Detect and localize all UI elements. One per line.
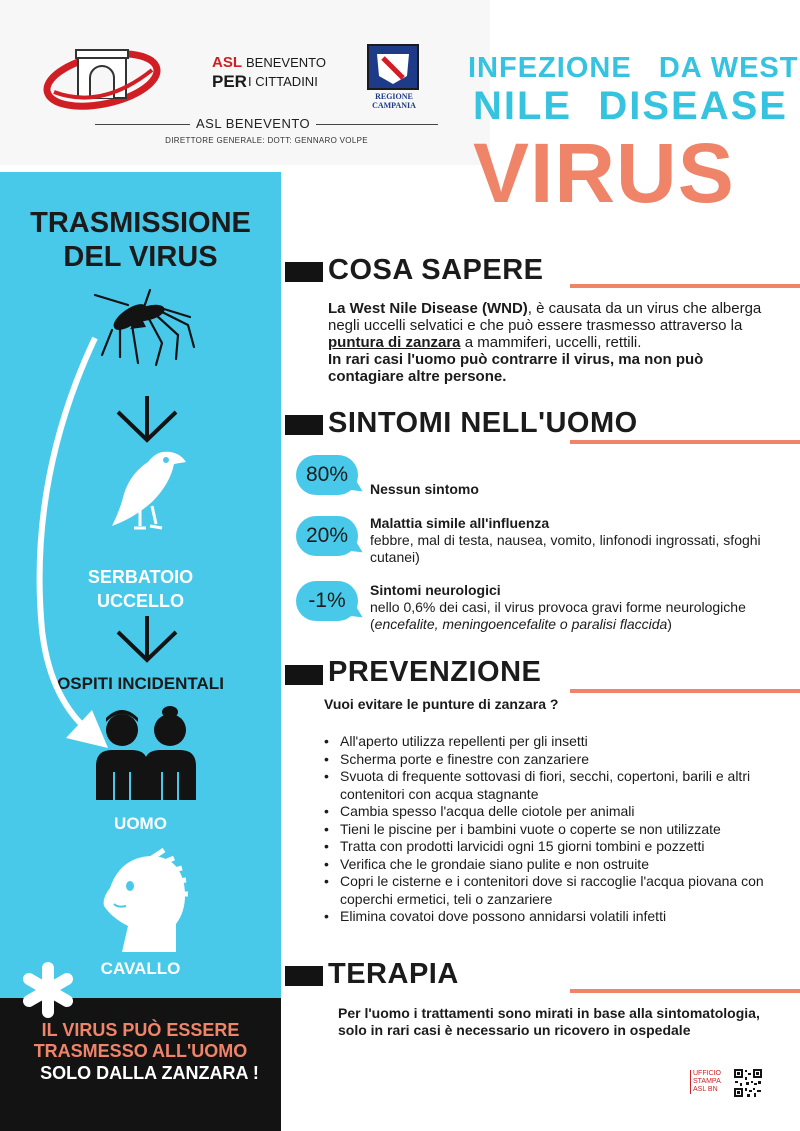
logo-text-benevento: BENEVENTO bbox=[246, 55, 326, 70]
list-item: • Tratta con prodotti larvicidi ogni 15 giorni tombini e pozzetti bbox=[322, 838, 792, 856]
label-incidental-hosts: OSPITI INCIDENTALI bbox=[57, 674, 224, 693]
symptom-title: Nessun sintomo bbox=[370, 481, 479, 497]
campania-shield-icon bbox=[367, 44, 419, 90]
warning-line-1: IL VIRUS PUÒ ESSERE bbox=[41, 1020, 240, 1040]
section-marker bbox=[285, 415, 323, 435]
wnd-definition: La West Nile Disease (WND) bbox=[328, 300, 528, 317]
section-underline bbox=[570, 440, 800, 444]
title-virus: VIRUS bbox=[473, 126, 735, 220]
symptom-description: nello 0,6% dei casi, il virus provoca gravi forme neurologiche (encefalite, meningoencefalite o paralisi flaccida) bbox=[370, 599, 746, 632]
section-marker bbox=[285, 262, 323, 282]
horse-icon bbox=[100, 848, 190, 956]
prevention-question: Vuoi evitare le punture di zanzara ? bbox=[324, 696, 559, 712]
list-item: • Svuota di frequente sottovasi di fiori, secchi, copertoni, barili e altri contenitori con acqua stagnante bbox=[322, 768, 792, 803]
list-item: • All'aperto utilizza repellenti per gli insetti bbox=[322, 733, 792, 751]
logo-text-per: PER bbox=[212, 72, 247, 91]
human-contagion-text: In rari casi l'uomo può contrarre il virus, ma non può contagiare altre persone. bbox=[328, 351, 704, 385]
director-name: DIRETTORE GENERALE: DOTT: GENNARO VOLPE bbox=[165, 136, 368, 145]
title-line-1: INFEZIONE DA WEST bbox=[468, 52, 799, 84]
logo-text-cittadini: I CITTADINI bbox=[248, 74, 318, 89]
press-office-logo: UFFICIO STAMPA ASL BN bbox=[690, 1070, 731, 1094]
symptom-percent-bubble: 20% bbox=[296, 516, 358, 556]
cosa-sapere-text bbox=[328, 300, 778, 385]
asl-arch-logo-icon bbox=[42, 40, 162, 112]
symptom-title: Sintomi neurologici bbox=[370, 582, 501, 598]
prevention-list bbox=[322, 733, 792, 926]
warning-line-3: SOLO DALLA ZANZARA ! bbox=[40, 1063, 259, 1083]
therapy-text: Per l'uomo i trattamenti sono mirati in base alla sintomatologia, solo in rari casi è necessario un ricovero in ospedale bbox=[338, 1005, 760, 1038]
neuro-desc: nello 0,6% dei casi, il virus provoca gravi forme neurologiche bbox=[370, 599, 746, 615]
region-logo-caption: REGIONE CAMPANIA bbox=[372, 92, 416, 110]
label-reservoir-2: UCCELLO bbox=[97, 591, 184, 611]
symptom-description: febbre, mal di testa, nausea, vomito, linfonodi ingrossati, sfoghi cutanei) bbox=[370, 532, 761, 565]
label-horse: CAVALLO bbox=[100, 959, 181, 978]
section-title-cosa-sapere: COSA SAPERE bbox=[328, 254, 544, 286]
section-underline bbox=[570, 284, 800, 288]
section-marker bbox=[285, 665, 323, 685]
asl-benevento-cittadini-logo bbox=[212, 50, 326, 110]
warning-line-2: TRASMESSO ALL'UOMO bbox=[33, 1041, 248, 1061]
warning-text-orange bbox=[0, 1020, 281, 1062]
list-item: • Elimina covatoi dove possono annidarsi volatili infetti bbox=[322, 908, 792, 926]
label-reservoir-1: SERBATOIO bbox=[87, 567, 194, 587]
regione-campania-logo bbox=[355, 42, 433, 108]
asterisk-icon bbox=[20, 962, 76, 1018]
transmission-title-line-2: DEL VIRUS bbox=[63, 241, 218, 273]
section-title-terapia: TERAPIA bbox=[328, 958, 459, 990]
transmission-title-line-1: TRASMISSIONE bbox=[30, 207, 251, 239]
list-item: • Scherma porte e finestre con zanzariere bbox=[322, 751, 792, 769]
mosquito-bite-text: puntura di zanzara bbox=[328, 334, 461, 351]
section-marker bbox=[285, 966, 323, 986]
neuro-forms: encefalite, meningoencefalite o paralisi flaccida bbox=[374, 616, 668, 632]
people-icon bbox=[94, 700, 200, 800]
transmission-title bbox=[0, 206, 281, 274]
list-item: • Tieni le piscine per i bambini vuote o coperte se non utilizzate bbox=[322, 821, 792, 839]
org-name: ASL BENEVENTO bbox=[190, 116, 316, 131]
arrow-down-icon bbox=[114, 394, 180, 444]
title-line-2: NILE DISEASE bbox=[473, 84, 788, 128]
symptom-percent-bubble: 80% bbox=[296, 455, 358, 495]
arrow-down-icon bbox=[114, 614, 180, 664]
list-item: • Cambia spesso l'acqua delle ciotole per animali bbox=[322, 803, 792, 821]
section-underline bbox=[570, 689, 800, 693]
section-title-prevenzione: PREVENZIONE bbox=[328, 656, 542, 688]
label-human: UOMO bbox=[114, 814, 167, 833]
wnd-text-end: a mammiferi, uccelli, rettili. bbox=[460, 334, 642, 351]
logo-text-asl: ASL bbox=[212, 54, 242, 71]
symptom-title: Malattia simile all'influenza bbox=[370, 515, 550, 531]
symptom-percent-bubble: -1% bbox=[296, 581, 358, 621]
section-underline bbox=[570, 989, 800, 993]
list-item: • Verifica che le grondaie siano pulite e non ostruite bbox=[322, 856, 792, 874]
qr-code-icon[interactable] bbox=[733, 1068, 763, 1098]
section-title-sintomi: SINTOMI NELL'UOMO bbox=[328, 407, 638, 439]
list-item: • Copri le cisterne e i contenitori dove si raccoglie l'acqua piovana con coperchi ermetici, teli o zanzariere bbox=[322, 873, 792, 908]
wnd-text: , è causata da un virus che alberga negli uccelli selvatici e che può essere trasmesso attraverso la bbox=[328, 300, 762, 334]
